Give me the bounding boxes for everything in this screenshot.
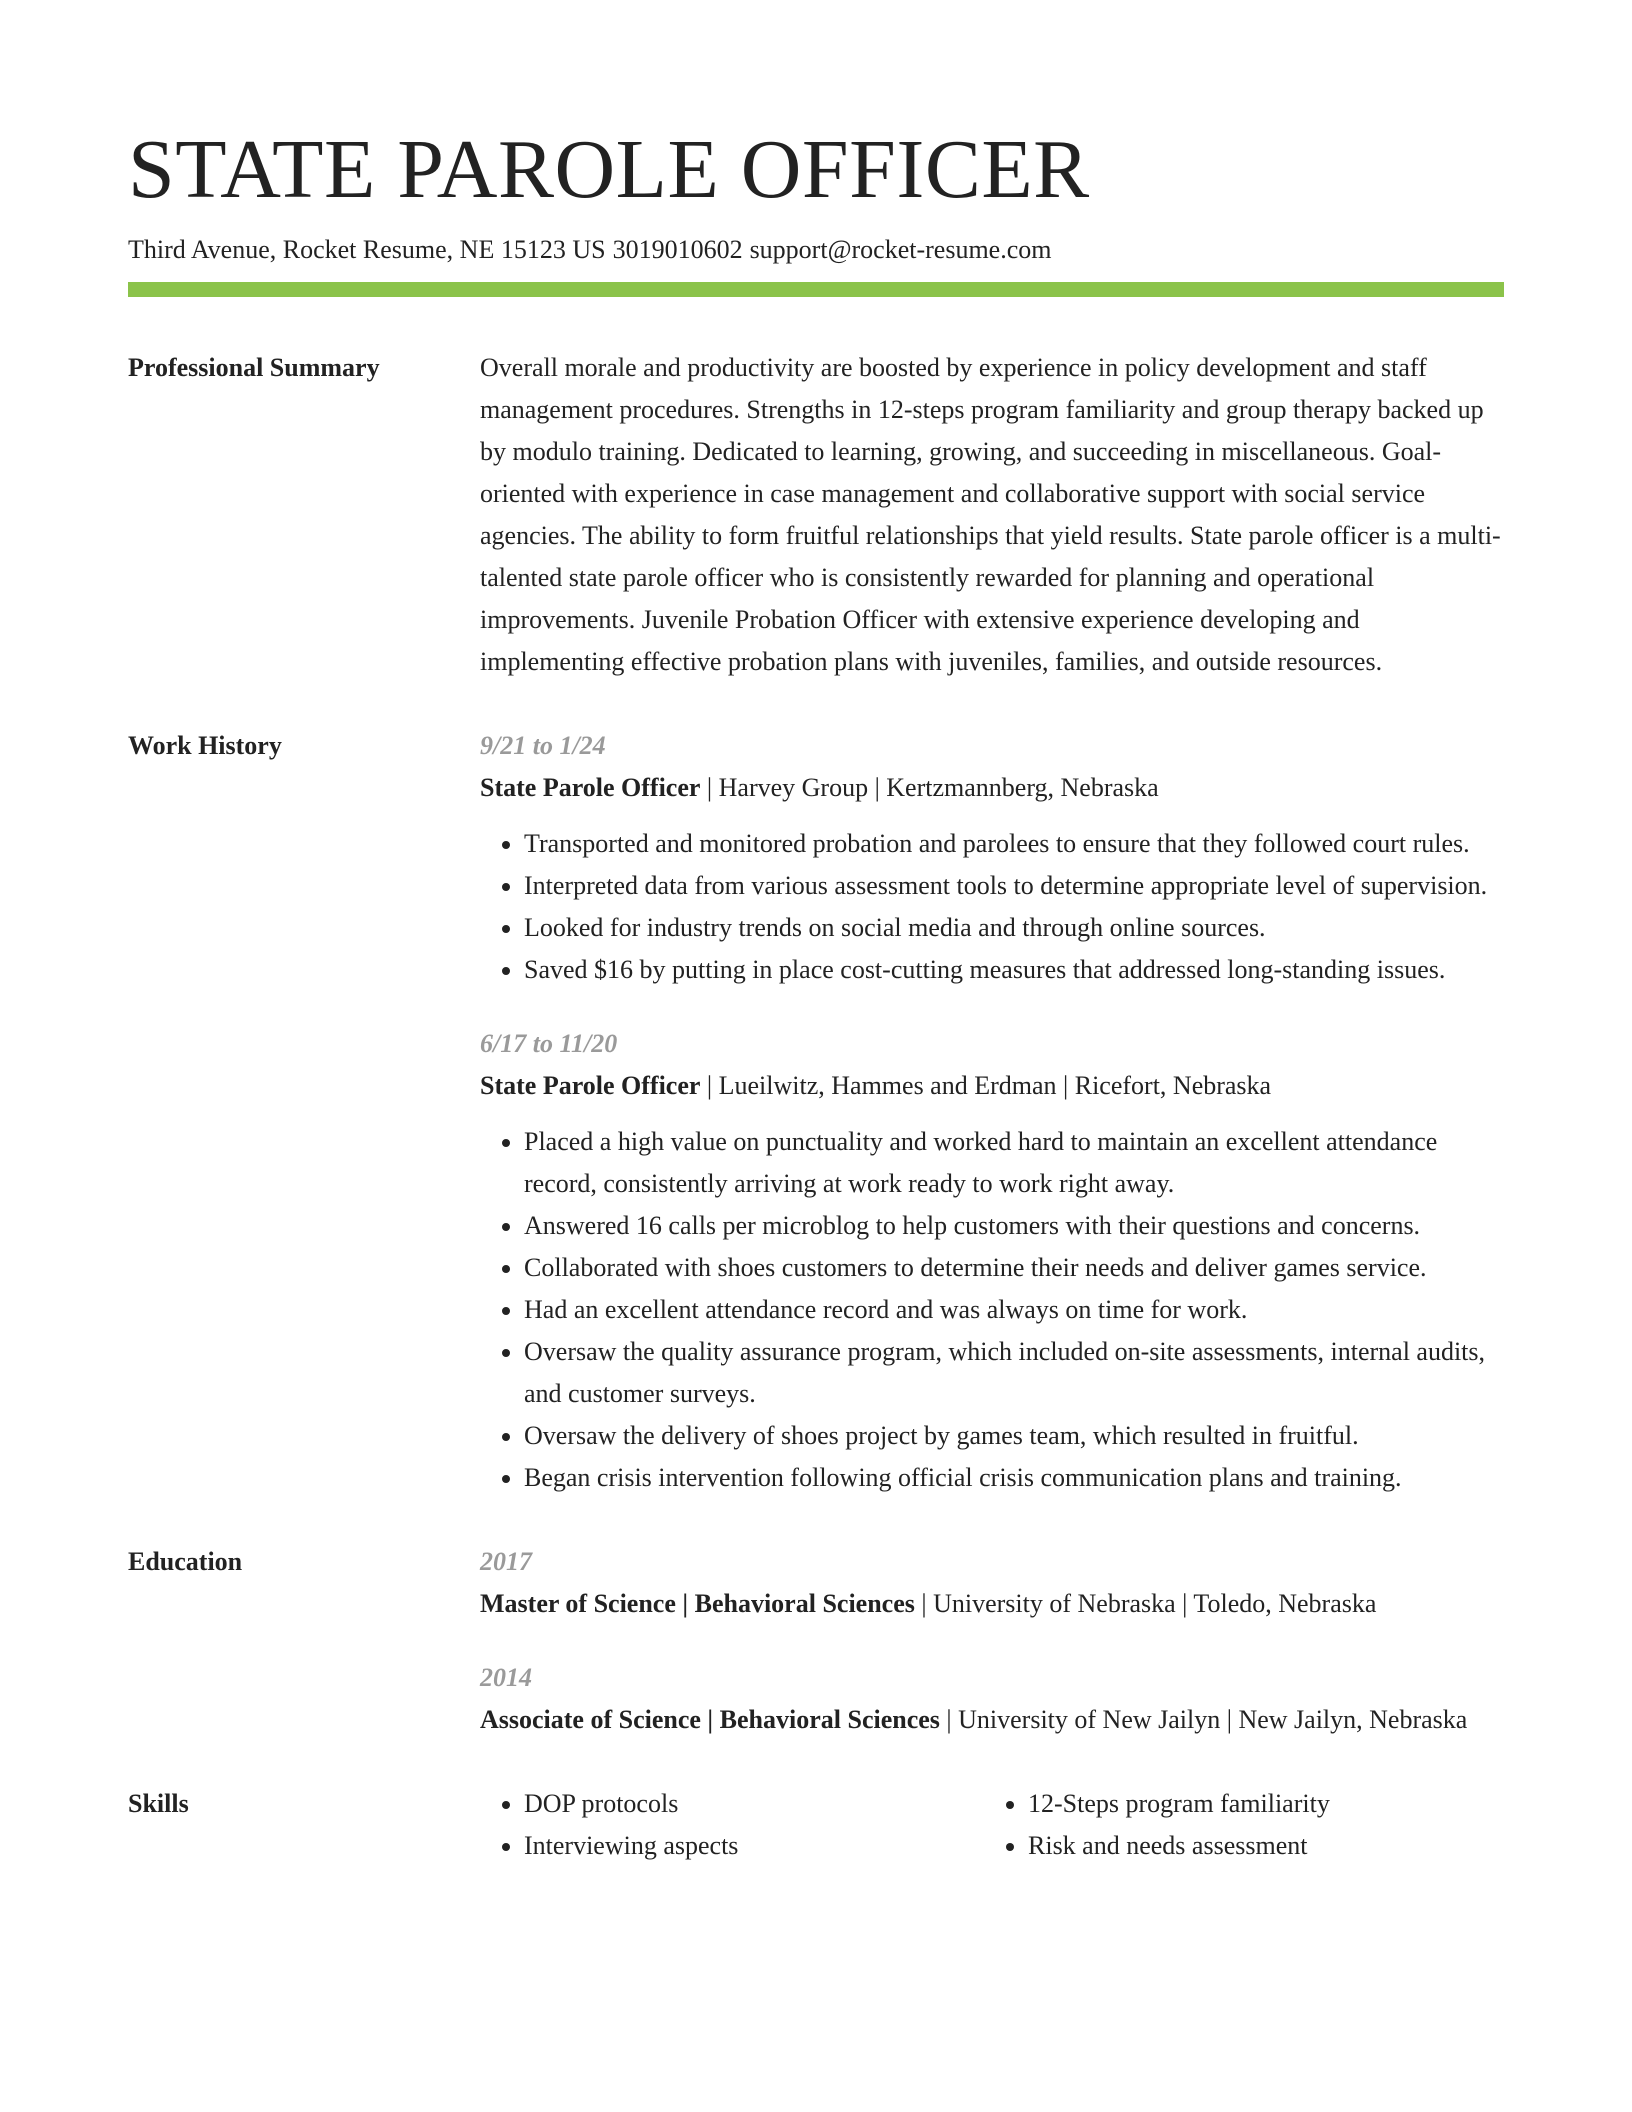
education-heading: [480, 1583, 1504, 1625]
job-dates: 6/17 to 11/20: [480, 1029, 618, 1058]
contact-email: support@rocket-resume.com: [749, 235, 1052, 264]
skills-section: [128, 1783, 1504, 1867]
contact-address: Third Avenue, Rocket Resume, NE 15123 US: [128, 235, 606, 264]
section-label: Professional Summary: [128, 353, 380, 382]
list-item: • Began crisis intervention following official crisis communication plans and training.: [524, 1457, 1504, 1499]
section-label: Skills: [128, 1789, 189, 1818]
job-heading: [480, 1065, 1504, 1107]
skills-column-2: [984, 1783, 1488, 1867]
job-dates: 9/21 to 1/24: [480, 731, 606, 760]
section-label: Work History: [128, 731, 282, 760]
list-item: • Interpreted data from various assessment tools to determine appropriate level of supervision.: [524, 865, 1504, 907]
list-item: • DOP protocols: [524, 1783, 984, 1825]
list-item: • Interviewing aspects: [524, 1825, 984, 1867]
list-item: • Oversaw the quality assurance program, which included on-site assessments, internal audits, and customer surveys.: [524, 1331, 1504, 1415]
job-entry: [480, 1023, 1504, 1499]
job-details: | Harvey Group | Kertzmannberg, Nebraska: [700, 773, 1159, 802]
education-entry: [480, 1657, 1504, 1741]
job-bullets: [480, 823, 1504, 991]
list-item: • Transported and monitored probation and parolees to ensure that they followed court rules.: [524, 823, 1504, 865]
degree-title: Master of Science | Behavioral Sciences: [480, 1589, 915, 1618]
skills-column-1: [480, 1783, 984, 1867]
work-history-section: [128, 725, 1504, 1499]
education-details: | University of Nebraska | Toledo, Nebraska: [914, 1589, 1377, 1618]
job-title: State Parole Officer: [480, 1071, 701, 1100]
contact-phone: 3019010602: [612, 235, 743, 264]
list-item: • Looked for industry trends on social media and through online sources.: [524, 907, 1504, 949]
section-label: Education: [128, 1547, 243, 1576]
education-section: [128, 1541, 1504, 1741]
resume-name: STATE PAROLE OFFICER: [128, 123, 1090, 216]
list-item: • Answered 16 calls per microblog to help customers with their questions and concerns.: [524, 1205, 1504, 1247]
job-entry: [480, 725, 1504, 991]
list-item: • Oversaw the delivery of shoes project by games team, which resulted in fruitful.: [524, 1415, 1504, 1457]
summary-text: Overall morale and productivity are boosted by experience in policy development and staff management procedures. Strengths in 12-steps program familiarity and group therapy backed up by modulo training. Dedicated to learning, growing, and succeeding in miscellaneous. Goal-oriented with experience in case management and collaborative support with social service agencies. The ability to form fruitful relationships that yield results. State parole officer is a multi-talented state parole officer who is consistently rewarded for planning and operational improvements. Juvenile Probation Officer with extensive experience developing and implementing effective probation plans with juveniles, families, and outside resources.: [480, 353, 1501, 676]
list-item: • Saved $16 by putting in place cost-cutting measures that addressed long-standing issues.: [524, 949, 1504, 991]
job-heading: [480, 767, 1504, 809]
list-item: • Collaborated with shoes customers to determine their needs and deliver games service.: [524, 1247, 1504, 1289]
list-item: • Risk and needs assessment: [1028, 1825, 1488, 1867]
accent-divider: [128, 282, 1504, 297]
resume-page: [128, 120, 1504, 1867]
education-year: 2017: [480, 1547, 532, 1576]
education-details: | University of New Jailyn | New Jailyn, Nebraska: [939, 1705, 1468, 1734]
job-details: | Lueilwitz, Hammes and Erdman | Ricefort, Nebraska: [700, 1071, 1272, 1100]
education-heading: [480, 1699, 1504, 1741]
summary-section: [128, 347, 1504, 683]
job-bullets: [480, 1121, 1504, 1499]
list-item: • 12-Steps program familiarity: [1028, 1783, 1488, 1825]
education-entry: [480, 1541, 1504, 1625]
contact-line: [128, 232, 1504, 268]
list-item: • Placed a high value on punctuality and worked hard to maintain an excellent attendance record, consistently arriving at work ready to work right away.: [524, 1121, 1504, 1205]
list-item: • Had an excellent attendance record and was always on time for work.: [524, 1289, 1504, 1331]
education-year: 2014: [480, 1663, 532, 1692]
skills-columns: [480, 1783, 1504, 1867]
job-title: State Parole Officer: [480, 773, 701, 802]
degree-title: Associate of Science | Behavioral Sciences: [480, 1705, 940, 1734]
